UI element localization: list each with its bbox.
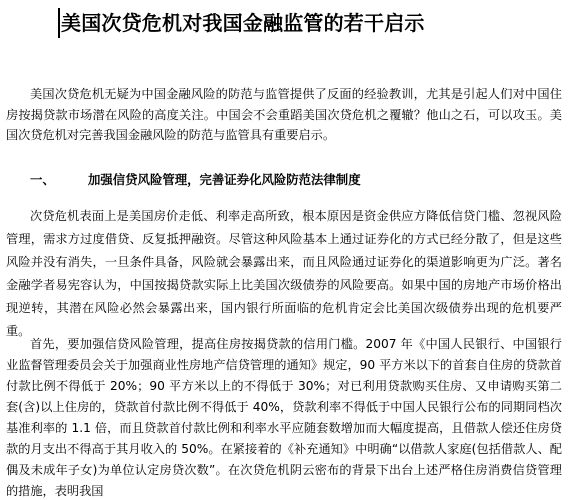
section-heading — [30, 170, 361, 190]
section-heading-text: 加强信贷风险管理，完善证券化风险防范法律制度 — [88, 172, 361, 187]
text-cursor — [58, 8, 60, 38]
document-title: 美国次贷危机对我国金融监管的若干启示 — [61, 11, 425, 35]
intro-paragraph: 美国次贷危机无疑为中国金融风险的防范与监管提供了反面的经验教训，尤其是引起人们对中国住房按揭贷款市场潜在风险的高度关注。中国会不会重蹈美国次贷危机之覆辙？他山之石，可以攻玉。美国次贷危机对完善我国金融风险的防范与监管具有重要启示。 — [6, 87, 562, 142]
body-paragraph-2: 首先，要加强信贷风险管理，提高住房按揭贷款的信用门槛。2007 年《中国人民银行、中国银行业监督管理委员会关于加强商业性房地产信贷管理的通知》规定，90 平方米以下的首套自住房的贷款首付款比例不得低于 20%；90 平方米以上的不得低于 30%；对已利用贷款购买住房、又申请购买第二套(含)以上住房的，贷款首付款比例不得低于 40%，贷款利率不得低于中国人民银行公布的同期同档次基准利率的 1.1 倍，而且贷款首付款比例和利率水平应随套数增加而大幅度提高，且借款人偿还住房贷款的月支出不得高于其月收入的 50%。在紧接着的《补充通知》中明确“以借款人家庭(包括借款人、配偶及未成年子女)为单位认定房贷次数”。在次贷危机阴云密布的背景下出台上述严格住房消费信贷管理的措施，表明我国 — [6, 337, 562, 498]
body-paragraph-1: 次贷危机表面上是美国房价走低、利率走高所致，根本原因是资金供应方降低信贷门槛、忽视风险管理，需求方过度借贷、反复抵押融资。尽管这种风险基本上通过证券化的方式已经分散了，但是这些风险并没有消失，一旦条件具备，风险就会暴露出来，而且风险通过证券化的渠道影响更为广泛。著名金融学者易宪容认为，中国按揭贷款实际上比美国次级债券的风险要高。如果中国的房地产市场价格出现逆转，其潜在风险必然会暴露出来，国内银行所面临的危机肯定会比美国次级债券出现的危机要严重。 — [6, 209, 562, 338]
section-number: 一、 — [30, 172, 55, 187]
